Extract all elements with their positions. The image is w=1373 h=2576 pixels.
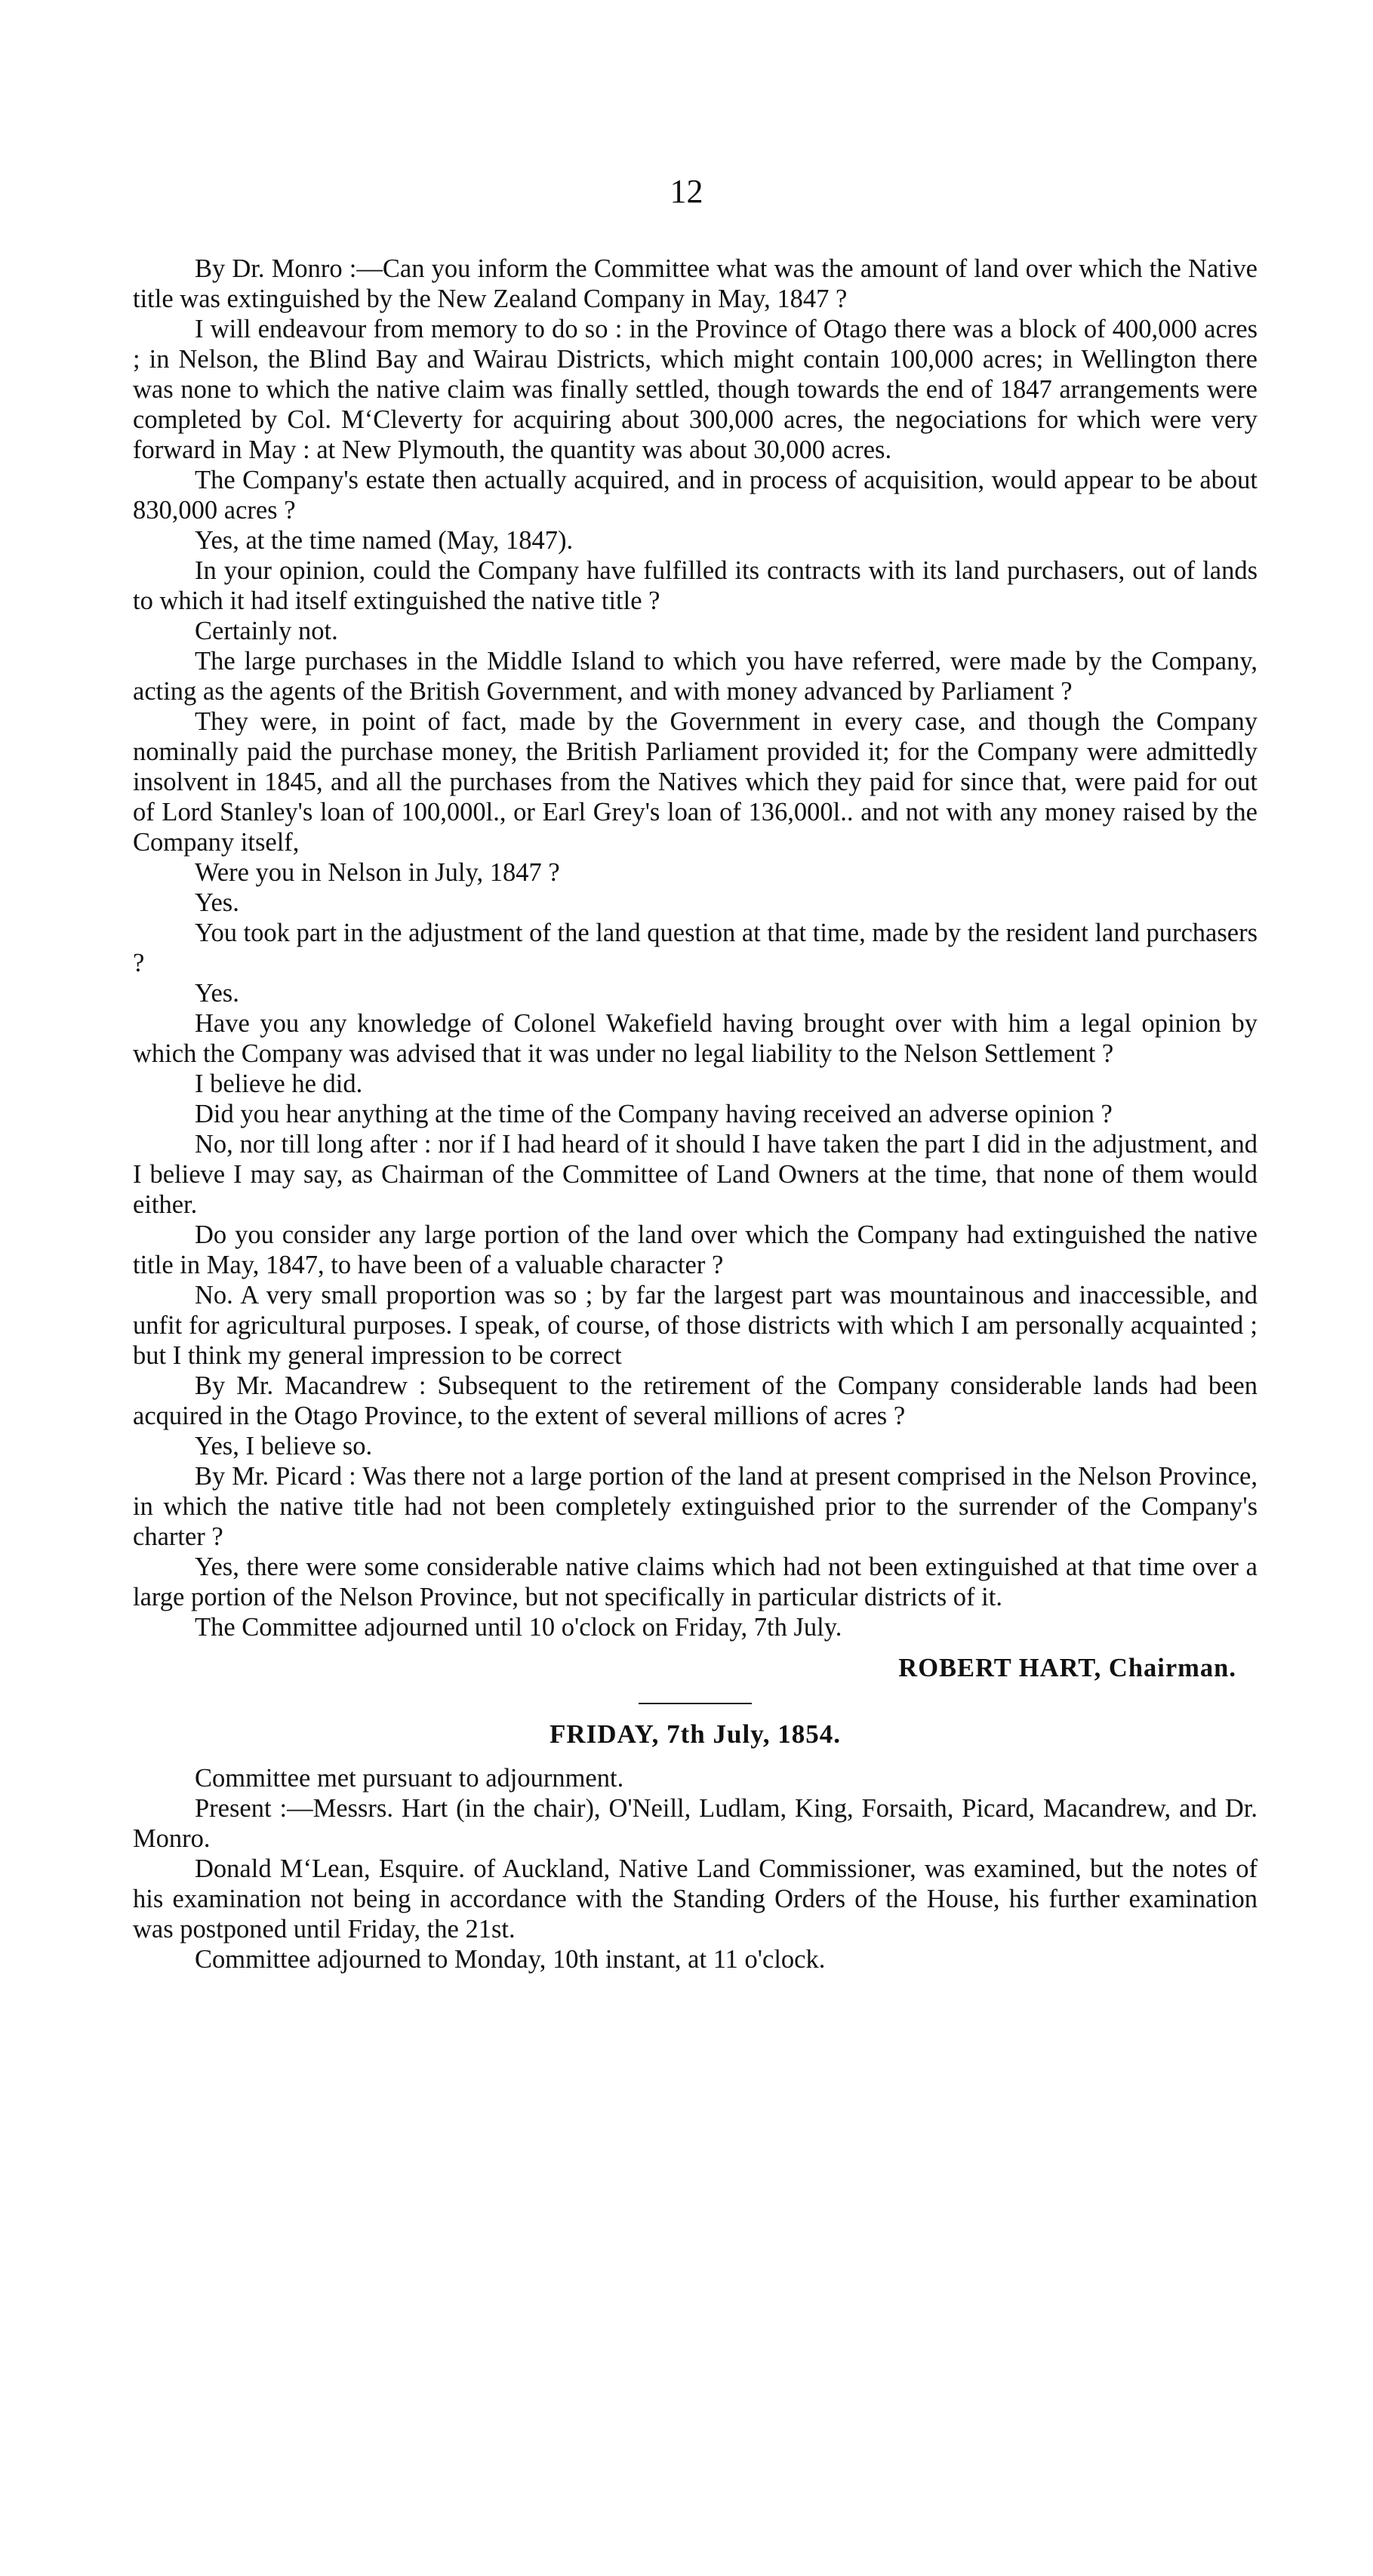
document-body [133, 254, 1258, 1974]
paragraph: You took part in the adjustment of the land question at that time, made by the resident land purchasers ? [133, 919, 1258, 977]
paragraph: Committee met pursuant to adjournment. [195, 1764, 624, 1793]
paragraph: I believe he did. [195, 1069, 363, 1098]
paragraph: By Dr. Monro :—Can you inform the Committee what was the amount of land over which the Native title was extinguished by the New Zealand Company in May, 1847 ? [133, 254, 1258, 313]
page-number: 12 [670, 173, 703, 210]
paragraph: Yes, I believe so. [195, 1432, 373, 1460]
paragraph: The large purchases in the Middle Island to which you have referred, were made by the Company, acting as the agents of the British Government, and with money advanced by Parliament ? [133, 647, 1258, 706]
paragraph: Present :—Messrs. Hart (in the chair), O'Neill, Ludlam, King, Forsaith, Picard, Macandrew, and Dr. Monro. [133, 1794, 1258, 1853]
paragraph: Yes. [195, 888, 239, 917]
paragraph: Certainly not. [195, 617, 338, 645]
paragraph: By Mr. Macandrew : Subsequent to the retirement of the Company considerable lands had been acquired in the Otago Province, to the extent of several millions of acres ? [133, 1371, 1258, 1430]
paragraph: Do you consider any large portion of the land over which the Company had extinguished the native title in May, 1847, to have been of a valuable character ? [133, 1220, 1258, 1279]
paragraph: Have you any knowledge of Colonel Wakefield having brought over with him a legal opinion by which the Company was advised that it was under no legal liability to the Nelson Settlement ? [133, 1009, 1258, 1068]
paragraph: No. A very small proportion was so ; by far the largest part was mountainous and inaccessible, and unfit for agricultural purposes. I speak, of course, of those districts with which I am personally acquainted ; but I think my general impression to be correct [133, 1281, 1258, 1370]
paragraph: Did you hear anything at the time of the Company having received an adverse opinion ? [195, 1100, 1113, 1128]
paragraph: Donald M‘Lean, Esquire. of Auckland, Native Land Commissioner, was examined, but the notes of his examination not being in accordance with the Standing Orders of the House, his further examination was postponed until Friday, the 21st. [133, 1854, 1258, 1944]
paragraph: They were, in point of fact, made by the Government in every case, and though the Company nominally paid the purchase money, the British Parliament provided it; for the Company were admittedly insolvent in 1845, and all the purchases from the Natives which they paid for since that, were paid for out of Lord Stanley's loan of 100,000l., or Earl Grey's loan of 136,000l.. and not with any money raised by the Company itself, [133, 707, 1258, 857]
paragraph: Yes, there were some considerable native claims which had not been extinguished at that time over a large portion of the Nelson Province, but not specifically in particular districts of it. [133, 1553, 1258, 1611]
paragraph: Were you in Nelson in July, 1847 ? [195, 858, 560, 887]
paragraph: No, nor till long after : nor if I had heard of it should I have taken the part I did in the adjustment, and I believe I may say, as Chairman of the Committee of Land Owners at the time, that none of them would either. [133, 1130, 1258, 1219]
paragraph: The Company's estate then actually acquired, and in process of acquisition, would appear to be about 830,000 acres ? [133, 466, 1258, 525]
paragraph: Yes. [195, 979, 239, 1008]
paragraph: I will endeavour from memory to do so : in the Province of Otago there was a block of 400,000 acres ; in Nelson, the Blind Bay and Wairau Districts, which might contain 100,000 acres; in Wellington there was none to which the native claim was finally settled, though towards the end of 1847 arrangements were completed by Col. M‘Cleverty for acquiring about 300,000 acres, the negociations for which were very forward in May : at New Plymouth, the quantity was about 30,000 acres. [133, 315, 1258, 464]
section-divider [639, 1703, 752, 1704]
section-heading: FRIDAY, 7th July, 1854. [549, 1719, 842, 1749]
paragraph: By Mr. Picard : Was there not a large portion of the land at present comprised in the Nelson Province, in which the native title had not been completely extinguished prior to the surrender of the Company's charter ? [133, 1462, 1258, 1551]
minutes-part-1 [133, 254, 1258, 1642]
paragraph: Yes, at the time named (May, 1847). [195, 526, 574, 555]
chairman-signature: ROBERT HART, Chairman. [898, 1654, 1236, 1682]
minutes-part-2 [133, 1763, 1258, 1974]
paragraph: In your opinion, could the Company have fulfilled its contracts with its land purchasers, out of lands to which it had itself extinguished the native title ? [133, 556, 1258, 615]
paragraph: The Committee adjourned until 10 o'clock on Friday, 7th July. [195, 1613, 842, 1642]
paragraph: Committee adjourned to Monday, 10th instant, at 11 o'clock. [195, 1945, 826, 1974]
